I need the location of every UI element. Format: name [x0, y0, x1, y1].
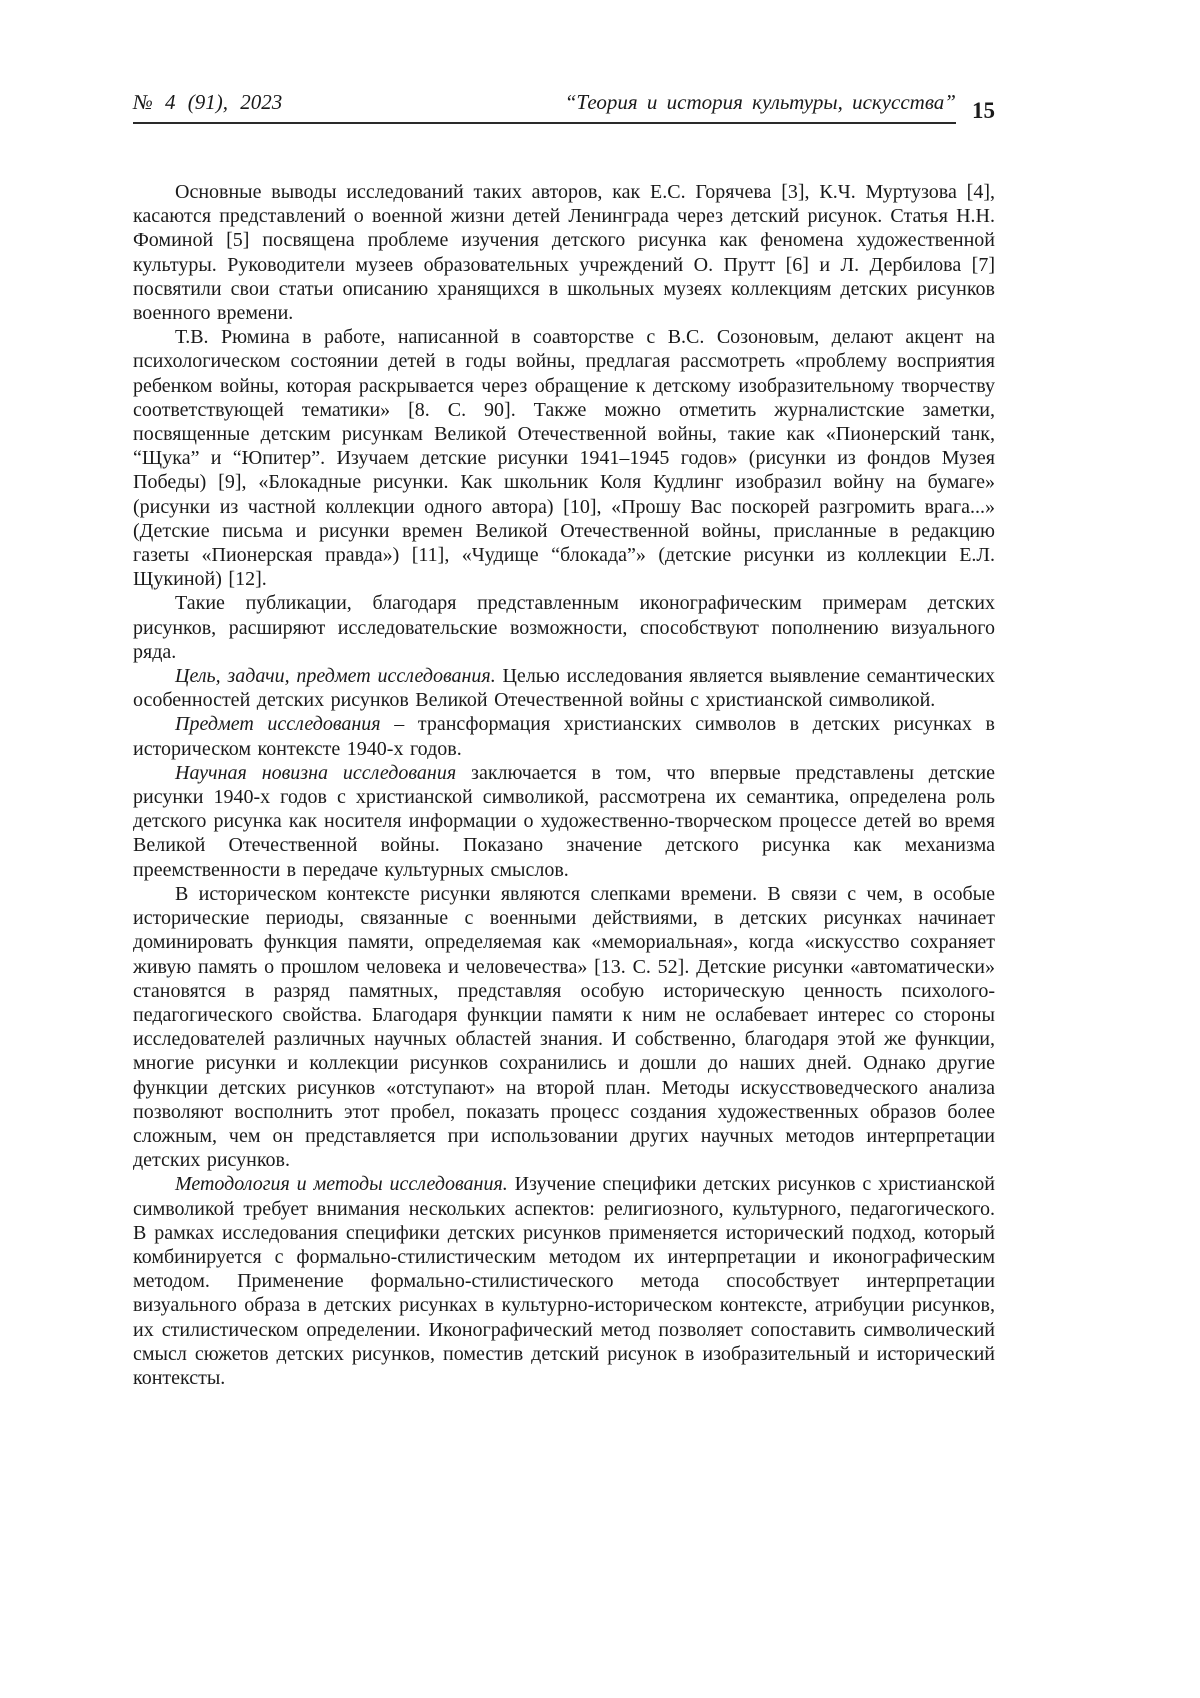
- paragraph: [133, 712, 995, 760]
- issue-label: № 4 (91), 2023: [133, 90, 283, 114]
- page-header: [133, 90, 995, 124]
- paragraph: [133, 1172, 995, 1390]
- paragraph-text: Основные выводы исследований таких авторов, как Е.С. Горячева [3], К.Ч. Муртузова [4], касаются представлений о военной жизни детей Ленинграда через детский рисунок. Статья Н.Н. Фоминой [5] посвящена проблеме изучения детского рисунка как феномена художественной культуры. Руководители музеев образовательных учреждений О. Прутт [6] и Л. Дербилова [7] посвятили свои статьи описанию хранящихся в школьных музеях коллекциям детских рисунков военного времени.: [133, 181, 995, 325]
- paragraph-text: Т.В. Рюмина в работе, написанной в соавторстве с В.С. Созоновым, делают акцент на психологическом состоянии детей в годы войны, предлагая рассмотреть «проблему восприятия ребенком войны, которая раскрывается через обращение к детскому изобразительному творчеству соответствующей тематики» [8. С. 90]. Также можно отметить журналистские заметки, посвященные детским рисункам Великой Отечественной войны, такие как «Пионерский танк, “Щука” и “Юпитер”. Изучаем детские рисунки 1941–1945 годов» (рисунки из фондов Музея Победы) [9], «Блокадные рисунки. Как школьник Коля Кудлинг изобразил войну на бумаге» (рисунки из частной коллекции одного автора) [10], «Прошу Вас поскорей разгромить врага...» (Детские письма и рисунки времен Великой Отечественной войны, присланные в редакцию газеты «Пионерская правда») [11], «Чудище “блокада”» (детские рисунки из коллекции Е.Л. Щукиной) [12].: [133, 326, 995, 591]
- header-rule: [133, 90, 956, 124]
- paragraph-text: Целью исследования является выявление семантических особенностей детских рисунков Великой Отечественной войны с христианской символикой.: [133, 665, 996, 712]
- article-body: [133, 180, 995, 1390]
- paragraph: [133, 180, 995, 325]
- paragraph: [133, 664, 995, 712]
- page-number: 15: [972, 98, 995, 123]
- paragraph-text: Изучение специфики детских рисунков с христианской символикой требует внимания нескольких аспектов: религиозного, культурного, педагогического. В рамках исследования специфики детских рисунков применяется исторический подход, который комбинируется с формально-стилистическим методом их интерпретации и иконографическим методом. Применение формально-стилистического метода способствует интерпретации визуального образа в детских рисунках в культурно-историческом контексте, атрибуции рисунков, их стилистическом определении. Иконографический метод позволяет сопоставить символический смысл сюжетов детских рисунков, поместив детский рисунок в изобразительный и исторический контексты.: [133, 1173, 995, 1389]
- paragraph-lead: Научная новизна исследования: [175, 761, 457, 784]
- paragraph-text: – трансформация христианских символов в детских рисунках в историческом контексте 1940-х годов.: [133, 713, 995, 760]
- paragraph-text: Такие публикации, благодаря представленным иконографическим примерам детских рисунков, расширяют исследовательские возможности, способствуют пополнению визуального ряда.: [133, 592, 995, 663]
- paragraph: [133, 591, 995, 664]
- paragraph-text: В историческом контексте рисунки являются слепками времени. В связи с чем, в особые исторические периоды, связанные с военными действиями, в детских рисунках начинает доминировать функция памяти, определяемая как «мемориальная», когда «искусство сохраняет живую память о прошлом человека и человечества» [13. С. 52]. Детские рисунки «автоматически» становятся в разряд памятных, представляя особую историческую ценность психолого-педагогического свойства. Благодаря функции памяти к ним не ослабевает интерес со стороны исследователей различных научных областей знания. И собственно, благодаря этой же функции, многие рисунки и коллекции рисунков сохранились и дошли до наших дней. Однако другие функции детских рисунков «отступают» на второй план. Методы искусствоведческого анализа позволяют восполнить этот пробел, показать процесс создания художественных образов более сложным, чем он представляется при использовании других научных методов интерпретации детских рисунков.: [133, 882, 995, 1172]
- paragraph-text: заключается в том, что впервые представлены детские рисунки 1940-х годов с христианской символикой, рассмотрена их семантика, определена роль детского рисунка как носителя информации о художественно-творческом процессе детей во время Великой Отечественной войны. Показано значение детского рисунка как механизма преемственности в передаче культурных смыслов.: [133, 761, 995, 881]
- paragraph: [133, 882, 995, 1172]
- paragraph-lead: Цель, задачи, предмет исследования.: [175, 665, 496, 688]
- paragraph-lead: Предмет исследования: [175, 713, 381, 736]
- paragraph: [133, 325, 995, 591]
- paragraph-lead: Методология и методы исследования.: [175, 1173, 508, 1196]
- journal-title: “Теория и история культуры, искусства”: [564, 90, 956, 114]
- paragraph: [133, 761, 995, 882]
